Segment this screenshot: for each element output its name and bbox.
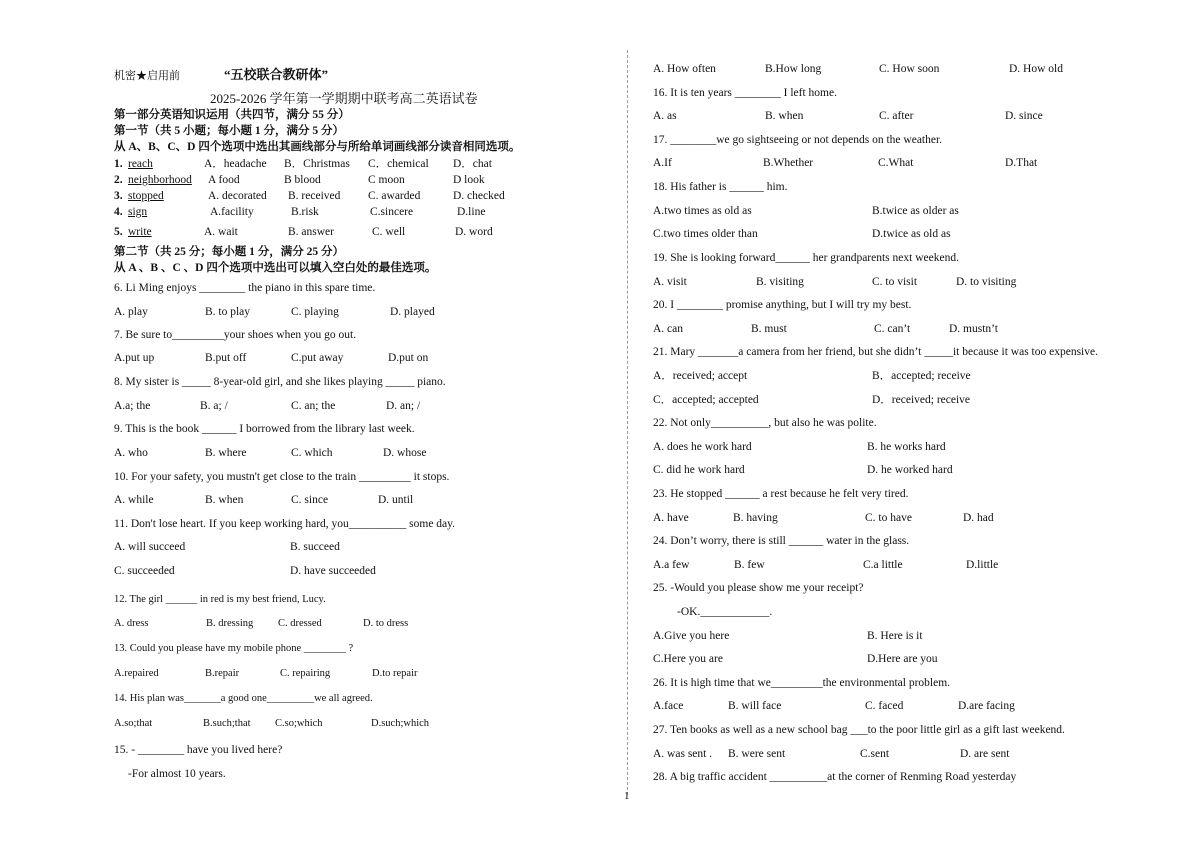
option-b: B. few	[734, 559, 765, 571]
option-a: A. dress	[114, 618, 149, 629]
question-text: 23. He stopped ______ a rest because he felt very tired.	[653, 488, 909, 500]
option-b: B. succeed	[290, 541, 340, 553]
option-b: B.How long	[765, 63, 822, 75]
option-b: B. received	[288, 190, 341, 202]
question-text: 18. His father is ______ him.	[653, 181, 788, 193]
option-a: A.two times as old as	[653, 205, 752, 217]
option-c: C. to have	[865, 512, 912, 524]
question-text: 14. His plan was_______a good one_________we all agreed.	[114, 693, 373, 704]
given-word: neighborhood	[128, 174, 192, 186]
option-c: C. succeeded	[114, 565, 175, 577]
option-a: A. decorated	[208, 190, 267, 202]
option-b: B. were sent	[728, 748, 786, 760]
option-b: B. a; /	[200, 400, 228, 412]
option-c: C.What	[878, 157, 914, 169]
option-d: D.such;which	[371, 718, 430, 729]
option-a: A food	[208, 174, 240, 186]
option-d: D. had	[963, 512, 994, 524]
question-text: 13. Could you please have my mobile phone ________ ?	[114, 643, 354, 654]
option-a: A．received; accept	[653, 370, 748, 382]
question-number: 4.	[114, 206, 123, 218]
option-a: A.facility	[210, 206, 254, 218]
option-a: A. have	[653, 512, 689, 524]
option-a: A. How often	[653, 63, 716, 75]
option-c: C moon	[368, 174, 405, 186]
question-text: 27. Ten books as well as a new school bag ___to the poor little girl as a gift last weekend.	[653, 724, 1065, 736]
page-number: 1	[624, 790, 630, 802]
option-a: A．headache	[204, 158, 267, 170]
option-b: B. will face	[728, 700, 782, 712]
question-text: 26. It is high time that we_________the environmental problem.	[653, 677, 951, 689]
option-c: C. faced	[865, 700, 904, 712]
option-a: A. play	[114, 306, 148, 318]
option-b: B. Here is it	[867, 630, 923, 642]
given-word: write	[128, 226, 152, 238]
option-c: C.two times older than	[653, 228, 758, 240]
option-d: D. checked	[453, 190, 505, 202]
option-b: B. to play	[205, 306, 251, 318]
question-text: 8. My sister is _____ 8-year-old girl, and she likes playing _____ piano.	[114, 376, 446, 388]
option-a: A.a few	[653, 559, 690, 571]
option-c: C. which	[291, 447, 333, 459]
option-d: D look	[453, 174, 485, 186]
option-b: B. he works hard	[867, 441, 946, 453]
option-d: D. played	[390, 306, 435, 318]
option-a: A. as	[653, 110, 677, 122]
option-b: B．accepted; receive	[872, 370, 971, 382]
option-a: A. will succeed	[114, 541, 186, 553]
question-text: 16. It is ten years ________ I left home.	[653, 87, 837, 99]
option-c: C. an; the	[291, 400, 336, 412]
option-c: C. playing	[291, 306, 339, 318]
option-d: D. mustn’t	[949, 323, 998, 335]
option-d: D. an; /	[386, 400, 421, 412]
option-d: D.little	[966, 559, 999, 571]
option-a: A. wait	[204, 226, 238, 238]
option-b: B. when	[205, 494, 244, 506]
option-d: D.twice as old as	[872, 228, 951, 240]
question-text: 9. This is the book ______ I borrowed from the library last week.	[114, 423, 415, 435]
option-a: A.so;that	[114, 718, 153, 729]
section2-heading: 第二节（共 25 分；每小题 1 分，满分 25 分）	[114, 246, 344, 258]
option-c: C. after	[879, 110, 914, 122]
option-c: C.sent	[860, 748, 890, 760]
section1-heading: 第一节（共 5 小题；每小题 1 分，满分 5 分）	[114, 125, 344, 137]
question-text: 20. I ________ promise anything, but I will try my best.	[653, 299, 912, 311]
option-d: D.That	[1005, 157, 1038, 169]
question-text: 10. For your safety, you mustn't get close to the train _________ it stops.	[114, 471, 450, 483]
option-b: B. where	[205, 447, 247, 459]
option-b: B．Christmas	[284, 158, 350, 170]
option-c: C.put away	[291, 352, 344, 364]
option-a: A. can	[653, 323, 684, 335]
option-d: D.Here are you	[867, 653, 938, 665]
option-c: C. awarded	[368, 190, 421, 202]
question-reply: -For almost 10 years.	[128, 768, 226, 780]
option-a: A.face	[653, 700, 684, 712]
option-b: B. having	[733, 512, 778, 524]
option-b: B.repair	[205, 668, 240, 679]
option-c: C. since	[291, 494, 329, 506]
option-a: A. visit	[653, 276, 687, 288]
option-a: A.If	[653, 157, 672, 169]
option-d: D.line	[457, 206, 486, 218]
section2-instructions: 从 A 、B 、C 、D 四个选项中选出可以填入空白处的最佳选项。	[114, 262, 437, 274]
question-text: 15. - ________ have you lived here?	[114, 744, 283, 756]
option-c: C. to visit	[872, 276, 918, 288]
option-d: D.put on	[388, 352, 429, 364]
option-d: D.are facing	[958, 700, 1015, 712]
question-number: 5.	[114, 226, 123, 238]
option-d: D. to dress	[363, 618, 409, 629]
option-b: B blood	[284, 174, 321, 186]
option-c: C.sincere	[370, 206, 414, 218]
question-number: 2.	[114, 174, 123, 186]
given-word: sign	[128, 206, 148, 218]
option-c: C.so;which	[275, 718, 323, 729]
option-d: D. whose	[383, 447, 427, 459]
option-c: C．chemical	[368, 158, 429, 170]
column-divider	[627, 50, 628, 795]
option-a: A.put up	[114, 352, 155, 364]
question-text: 28. A big traffic accident __________at the corner of Renming Road yesterday	[653, 771, 1017, 783]
question-reply: -OK.____________.	[677, 606, 773, 618]
question-text: 24. Don’t worry, there is still ______ water in the glass.	[653, 535, 910, 547]
question-text: 19. She is looking forward______ her grandparents next weekend.	[653, 252, 959, 264]
option-d: D. he worked hard	[867, 464, 953, 476]
option-c: C.a little	[863, 559, 903, 571]
option-a: A.repaired	[114, 668, 159, 679]
option-b: B.put off	[205, 352, 247, 364]
option-b: B.twice as older as	[872, 205, 959, 217]
option-d: D. How old	[1009, 63, 1063, 75]
option-c: C. can’t	[874, 323, 911, 335]
part1-heading: 第一部分英语知识运用（共四节，满分 55 分）	[114, 109, 350, 121]
question-number: 3.	[114, 190, 123, 202]
option-a: A. while	[114, 494, 154, 506]
option-c: C. dressed	[278, 618, 322, 629]
option-d: D．chat	[453, 158, 492, 170]
option-b: B.risk	[291, 206, 319, 218]
option-b: B.such;that	[203, 718, 251, 729]
option-d: D. word	[455, 226, 493, 238]
option-b: B. must	[751, 323, 787, 335]
question-text: 7. Be sure to_________your shoes when you go out.	[114, 329, 357, 341]
option-d: D．received; receive	[872, 394, 971, 406]
option-b: B. when	[765, 110, 804, 122]
question-text: 11. Don't lose heart. If you keep working hard, you__________ some day.	[114, 518, 456, 530]
option-b: B. answer	[288, 226, 334, 238]
section1-instructions: 从 A、B、C、D 四个选项中选出其画线部分与所给单词画线部分读音相同选项。	[114, 141, 521, 153]
question-text: 6. Li Ming enjoys ________ the piano in this spare time.	[114, 282, 376, 294]
option-b: B. dressing	[206, 618, 254, 629]
option-c: C. repairing	[280, 668, 331, 679]
option-d: D. to visiting	[956, 276, 1017, 288]
question-number: 1.	[114, 158, 123, 170]
option-d: D. have succeeded	[290, 565, 376, 577]
option-b: B.Whether	[763, 157, 814, 169]
option-d: D. since	[1005, 110, 1043, 122]
option-a: A. was sent .	[653, 748, 713, 760]
option-c: C. How soon	[879, 63, 940, 75]
option-c: C.Here you are	[653, 653, 723, 665]
question-text: 21. Mary _______a camera from her friend, but she didn’t _____it because it was too expensive.	[653, 346, 1098, 358]
option-a: A. does he work hard	[653, 441, 752, 453]
option-d: D. until	[378, 494, 414, 506]
option-a: A.Give you here	[653, 630, 730, 642]
confidential-label: 机密★启用前	[114, 70, 180, 82]
question-text: 17. ________we go sightseeing or not depends on the weather.	[653, 134, 943, 146]
org-title: “五校联合教研体”	[224, 67, 329, 82]
option-a: A. who	[114, 447, 148, 459]
option-c: C. well	[372, 226, 406, 238]
option-d: D. are sent	[960, 748, 1010, 760]
question-text: 22. Not only__________, but also he was polite.	[653, 417, 877, 429]
option-a: A.a; the	[114, 400, 151, 412]
given-word: reach	[128, 158, 153, 170]
given-word: stopped	[128, 190, 164, 202]
question-text: 25. -Would you please show me your receipt?	[653, 582, 864, 594]
exam-title: 2025-2026 学年第一学期期中联考高二英语试卷	[210, 91, 478, 106]
option-d: D.to repair	[372, 668, 418, 679]
option-c: C. did he work hard	[653, 464, 745, 476]
question-text: 12. The girl ______ in red is my best friend, Lucy.	[114, 594, 326, 605]
option-b: B. visiting	[756, 276, 804, 288]
option-c: C．accepted; accepted	[653, 394, 759, 406]
